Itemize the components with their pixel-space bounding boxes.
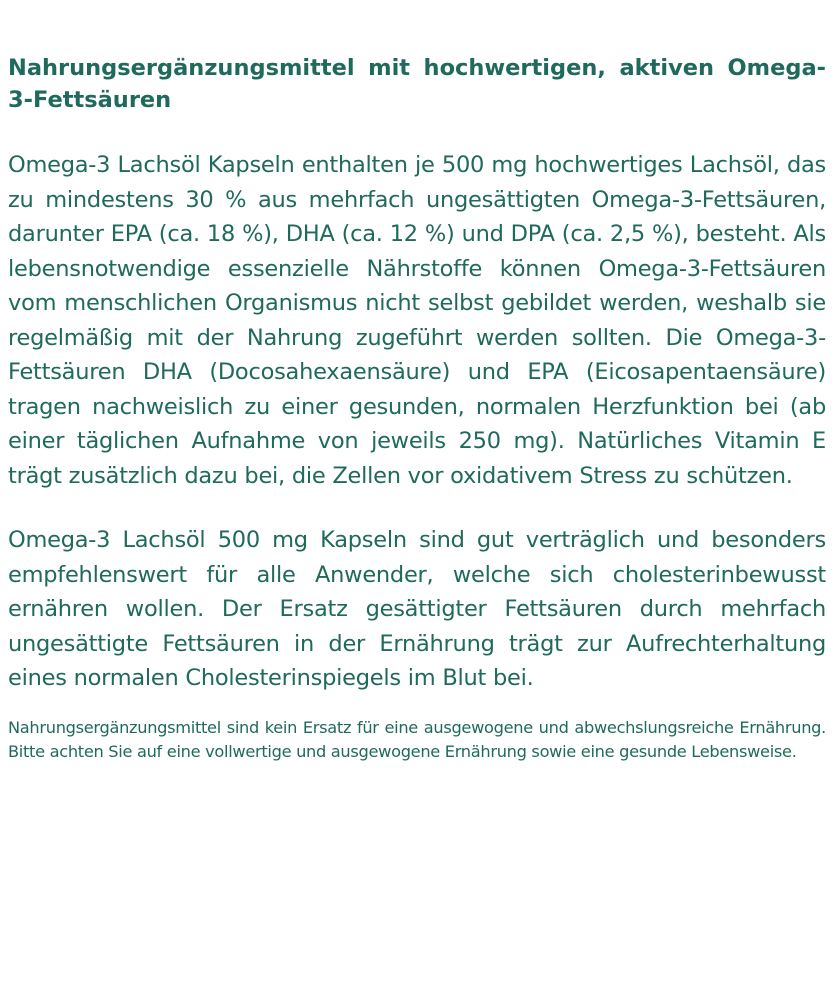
disclaimer-note: Nahrungsergänzungsmittel sind kein Ersatz für eine ausgewogene und abwechslungsreiche Ernährung. Bitte achten Sie auf eine vollwertige und ausgewogene Ernährung sowie eine gesunde Lebensweise. (8, 717, 826, 761)
paragraph-intro: Omega-3 Lachsöl Kapseln enthalten je 500 mg hochwertiges Lachsöl, das zu mindestens 30 % aus mehrfach ungesättigten Omega-3-Fettsäuren, darunter EPA (ca. 18 %), DHA (ca. 12 %) und DPA (ca. 2,5 %), besteht. Als lebensnotwendige essenzielle Nährstoffe können Omega-3-Fettsäuren vom menschlichen Organismus nicht selbst gebildet werden, weshalb sie regelmäßig mit der Nahrung zugeführt werden sollten. Die Omega-3-Fettsäuren DHA (Docosahexaensäure) und EPA (Eicosapentaensäure) tragen nachweislich zu einer gesunden, normalen Herzfunktion bei (ab einer täglichen Aufnahme von jeweils 250 mg). Natürliches Vitamin E trägt zusätzlich dazu bei, die Zellen vor oxidativem Stress zu schützen. (8, 152, 826, 489)
paragraph-cholesterol: Omega-3 Lachsöl 500 mg Kapseln sind gut verträglich und besonders empfehlenswert für alle Anwender, welche sich cholesterinbewusst ernähren wollen. Der Ersatz gesättigter Fettsäuren durch mehrfach ungesättigte Fettsäuren in der Ernährung trägt zur Aufrechterhaltung eines normalen Cholesterinspiegels im Blut bei. (8, 527, 826, 691)
page-title: Nahrungsergänzungsmittel mit hochwertigen, aktiven Omega-3-Fettsäuren (8, 55, 826, 113)
document-body (8, 52, 826, 765)
